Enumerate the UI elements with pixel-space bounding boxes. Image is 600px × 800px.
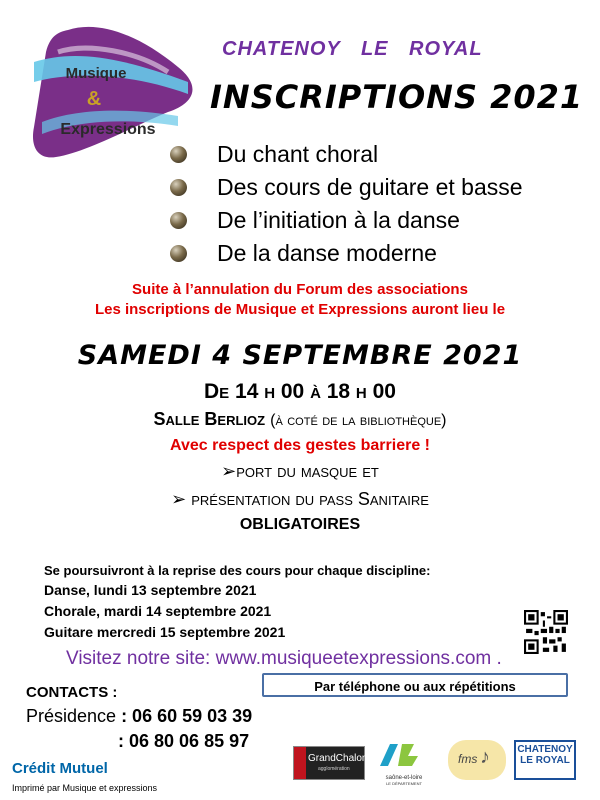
logo-ampersand: & <box>86 88 102 110</box>
presidence-contact <box>26 706 252 727</box>
venue-name: Salle Berlioz <box>153 409 266 429</box>
rule-obligatory: OBLIGATOIRES <box>239 516 361 533</box>
list-item <box>170 171 523 204</box>
event-hours: De 14 h 00 à 18 h 00 <box>204 380 396 403</box>
sponsor-name: GrandChalon <box>308 753 368 764</box>
presidence-label: Présidence <box>26 706 117 726</box>
activity-label: Des cours de guitare et basse <box>217 174 523 200</box>
bank-name: Crédit Mutuel <box>12 760 108 777</box>
sponsor-name: fms <box>458 752 478 766</box>
list-item <box>170 204 523 237</box>
sponsor-subtitle: LE DÉPARTEMENT <box>386 781 422 786</box>
bullet-icon <box>170 146 187 163</box>
event-date: SAMEDI 4 SEPTEMBRE 2021 <box>77 340 523 371</box>
contacts-title: CONTACTS : <box>26 684 118 701</box>
respect-notice: Avec respect des gestes barriere ! <box>170 437 430 454</box>
town-name: CHATENOY LE ROYAL <box>222 38 483 60</box>
sponsor-name: saône-et-loire <box>385 775 423 781</box>
logo-stripe <box>294 747 306 779</box>
list-item <box>170 237 523 270</box>
list-item: Danse, lundi 13 septembre 2021 <box>44 582 257 598</box>
phone-number: : 06 60 59 03 39 <box>116 706 253 726</box>
list-item: Chorale, mardi 14 septembre 2021 <box>44 603 272 619</box>
bullet-icon <box>170 212 187 229</box>
fms-logo <box>448 740 506 780</box>
logo-line1: Musique <box>65 65 127 82</box>
sponsor-name: CHATENOY <box>517 744 573 755</box>
music-note-icon: ♪ <box>480 746 490 768</box>
phone-contact-box: Par téléphone ou aux répétitions <box>262 673 568 697</box>
saone-et-loire-logo <box>368 740 440 786</box>
list-item <box>170 138 523 171</box>
rule-pass: ➢ présentation du pass Sanitaire <box>171 489 429 509</box>
qr-code-icon <box>524 610 568 654</box>
sponsor-subtitle: agglomération <box>318 766 350 772</box>
printed-by: Imprimé par Musique et expressions <box>12 783 158 793</box>
sponsor-name: LE ROYAL <box>520 755 570 766</box>
rule-mask: ➢port du masque et <box>221 461 379 481</box>
list-item: Guitare mercredi 15 septembre 2021 <box>44 624 286 640</box>
phone-number: : 06 80 06 85 97 <box>118 731 250 751</box>
website-link[interactable]: Visitez notre site: www.musiqueetexpressions.com . <box>66 648 502 669</box>
logo-line3: Expressions <box>60 121 156 138</box>
credit-mutuel-logo <box>12 760 108 777</box>
schedule-intro: Se poursuivront à la reprise des cours pour chaque discipline: <box>44 563 431 578</box>
venue-note: (à coté de la bibliothèque) <box>270 412 447 429</box>
event-venue <box>0 409 600 430</box>
activity-label: De l’initiation à la danse <box>217 207 460 233</box>
headline: INSCRIPTIONS 2021 <box>210 78 584 116</box>
activity-label: De la danse moderne <box>217 240 437 266</box>
saone-et-loire-icon <box>368 740 440 770</box>
activity-list <box>170 138 523 270</box>
notice-line2: Les inscriptions de Musique et Expressions auront lieu le <box>94 301 506 318</box>
grand-chalon-logo <box>293 746 368 780</box>
activity-label: Du chant choral <box>217 141 379 167</box>
notice-line1: Suite à l’annulation du Forum des associations <box>132 281 468 298</box>
bullet-icon <box>170 245 187 262</box>
bullet-icon <box>170 179 187 196</box>
chatenoy-logo <box>514 740 576 780</box>
